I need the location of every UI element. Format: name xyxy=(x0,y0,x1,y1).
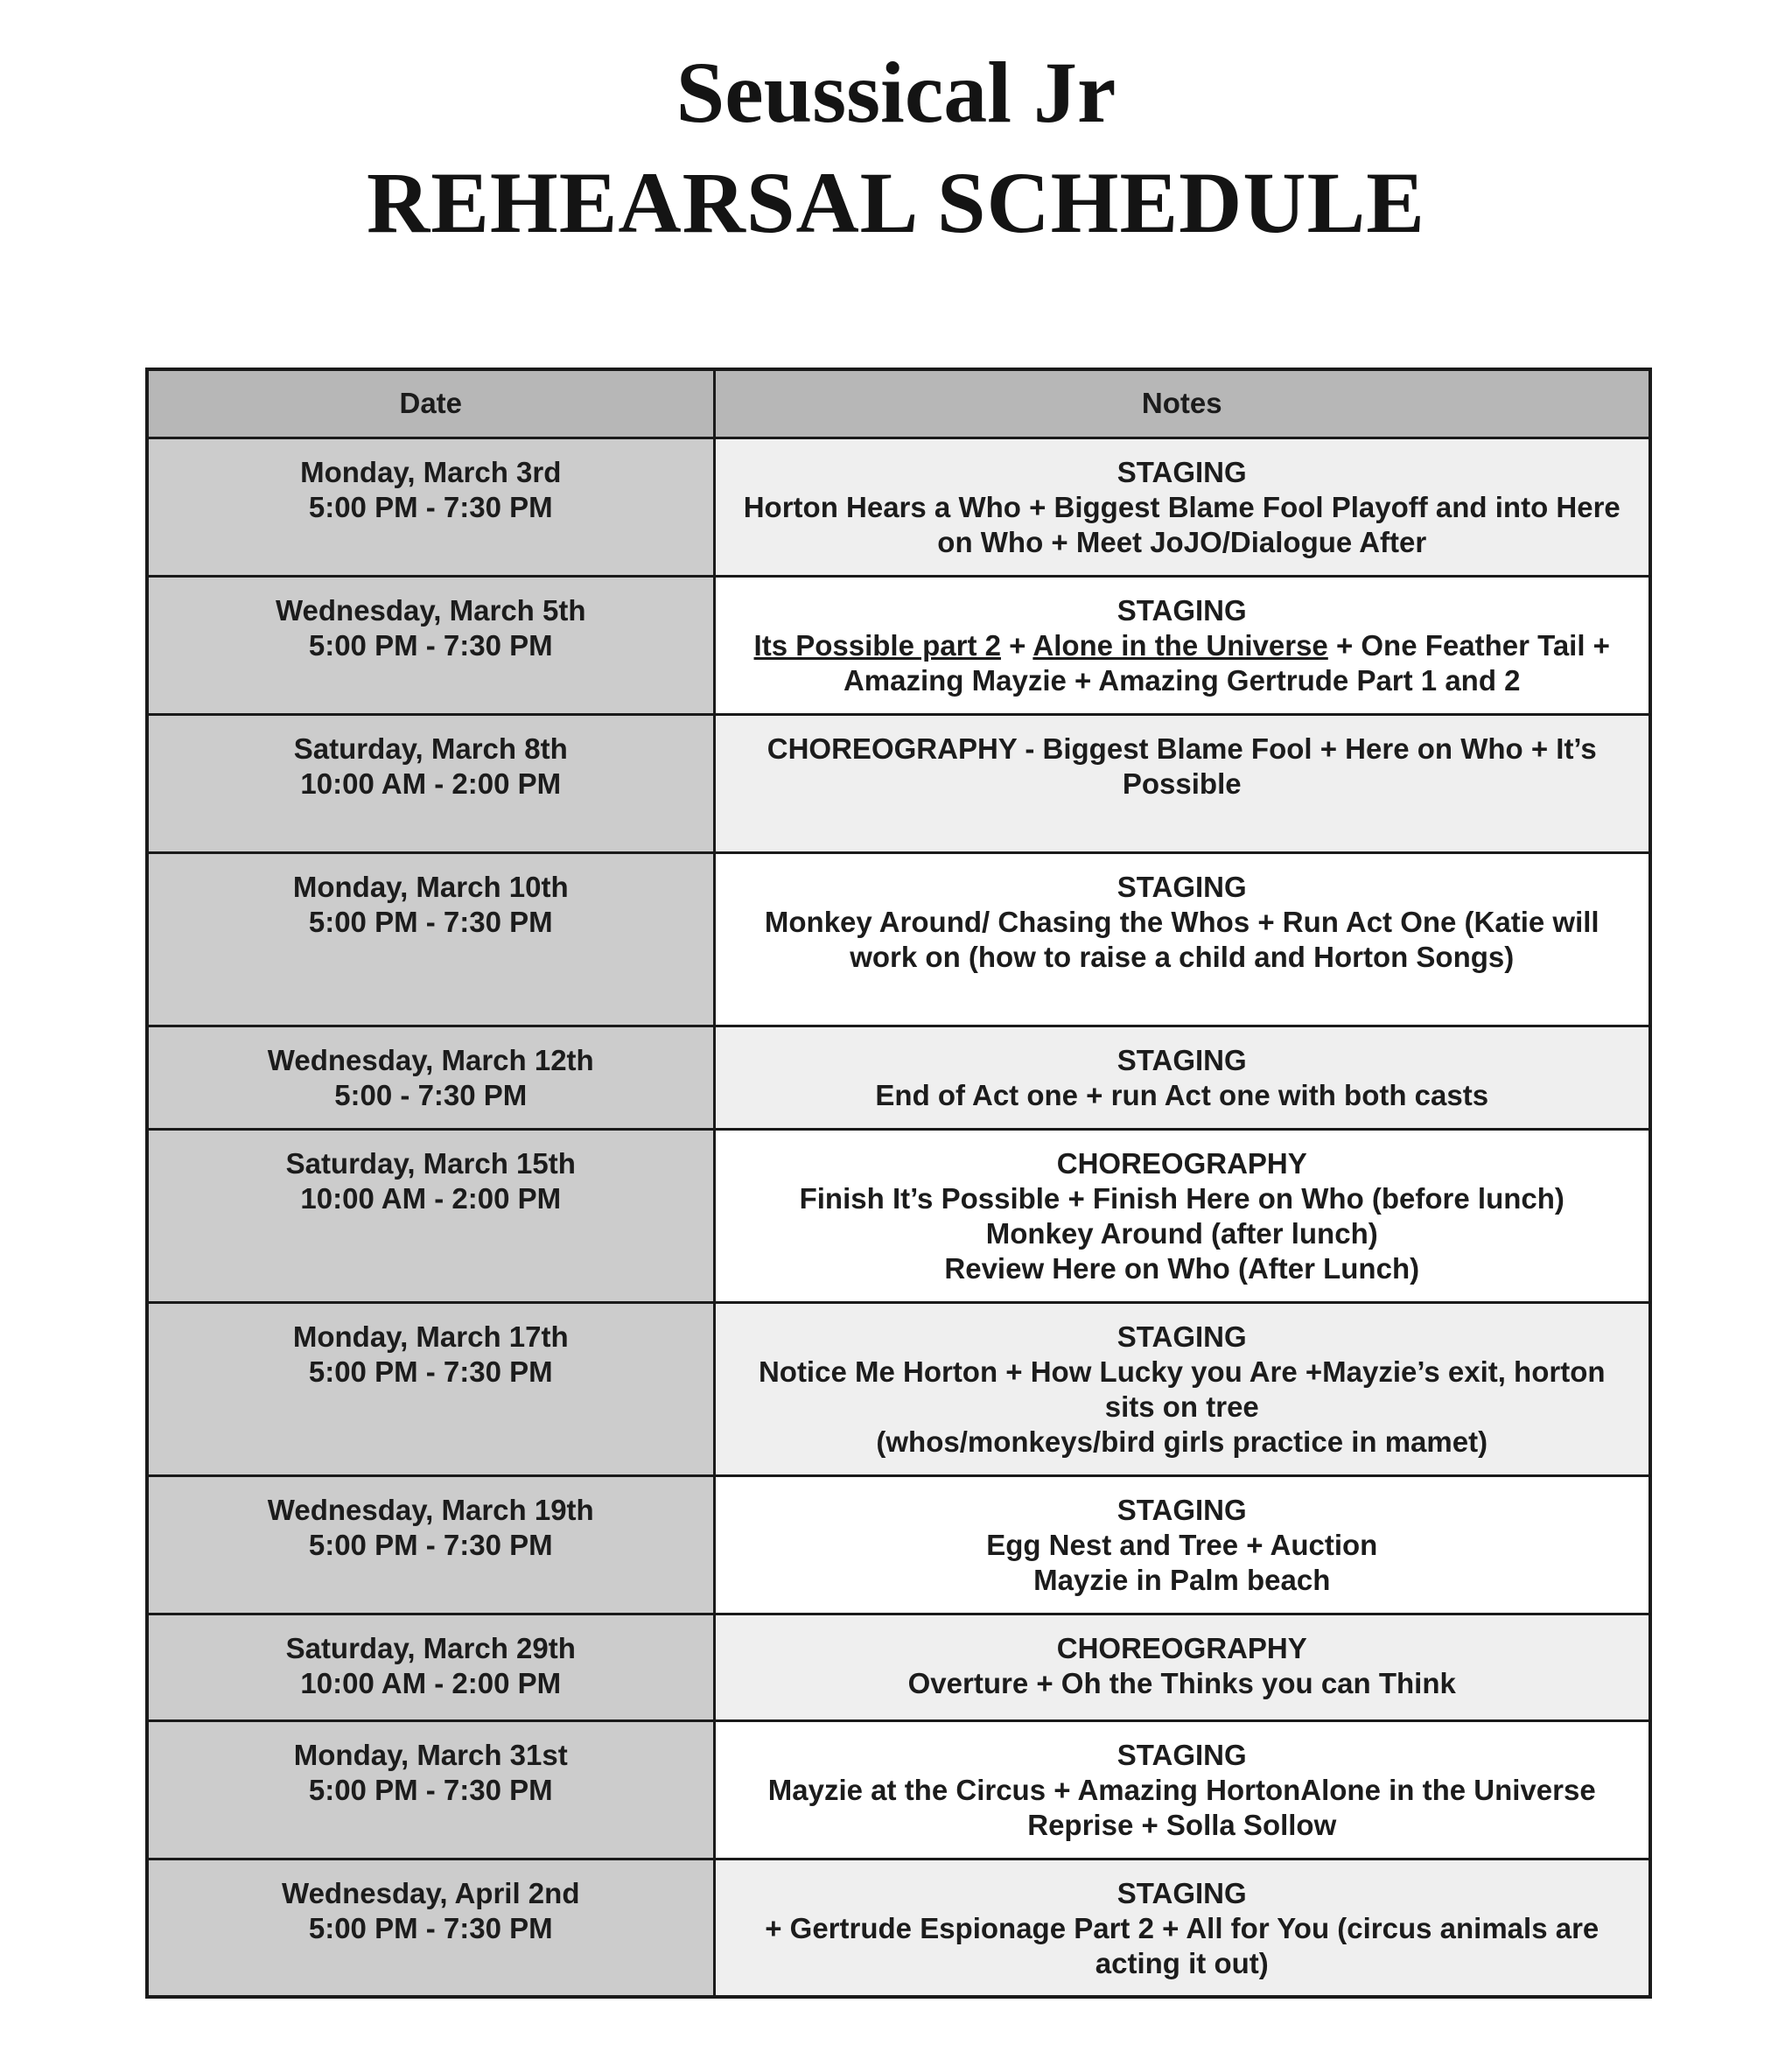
rehearsal-date: Wednesday, April 2nd xyxy=(282,1876,580,1909)
rehearsal-date: Monday, March 17th xyxy=(292,1320,569,1353)
date-cell xyxy=(147,852,714,1026)
note-line: Monkey Around (after lunch) xyxy=(985,1216,1378,1250)
date-cell xyxy=(147,1475,714,1614)
date-cell xyxy=(147,1614,714,1720)
rehearsal-time: 10:00 AM - 2:00 PM xyxy=(300,1181,562,1215)
note-line: Amazing Mayzie + Amazing Gertrude Part 1 and 2 xyxy=(843,663,1521,697)
note-line: Monkey Around/ Chasing the Whos + Run Act One (Katie will xyxy=(764,905,1600,938)
table-header-row xyxy=(147,369,1650,438)
note-line: work on (how to raise a child and Horton Songs) xyxy=(850,940,1515,973)
note-text: + xyxy=(1000,628,1033,662)
rehearsal-schedule-table xyxy=(145,368,1652,1999)
rehearsal-time: 5:00 PM - 7:30 PM xyxy=(308,490,553,523)
rehearsal-date: Wednesday, March 5th xyxy=(275,593,586,627)
date-cell xyxy=(147,1129,714,1302)
note-line: Possible xyxy=(1122,767,1242,800)
note-line: STAGING xyxy=(1116,593,1247,627)
notes-cell xyxy=(714,1129,1650,1302)
note-line: STAGING xyxy=(1116,1043,1247,1076)
notes-cell xyxy=(714,714,1650,852)
date-cell xyxy=(147,1302,714,1475)
rehearsal-date: Monday, March 10th xyxy=(292,870,569,903)
rehearsal-date: Monday, March 31st xyxy=(293,1738,568,1771)
rehearsal-time: 5:00 PM - 7:30 PM xyxy=(308,628,553,662)
note-line: Reprise + Solla Sollow xyxy=(1027,1808,1337,1841)
date-cell xyxy=(147,576,714,714)
note-line: STAGING xyxy=(1116,1876,1247,1909)
rehearsal-date: Saturday, March 29th xyxy=(285,1631,576,1664)
rehearsal-date: Monday, March 3rd xyxy=(300,455,562,488)
rehearsal-time: 5:00 - 7:30 PM xyxy=(334,1078,528,1111)
note-line: STAGING xyxy=(1116,870,1247,903)
note-line: Mayzie at the Circus + Amazing HortonAlone in the Universe xyxy=(767,1773,1596,1806)
notes-cell xyxy=(714,1302,1650,1475)
rehearsal-date: Wednesday, March 19th xyxy=(267,1493,594,1526)
note-line: + Gertrude Espionage Part 2 + All for You (circus animals are xyxy=(765,1911,1600,1944)
note-line: Finish It’s Possible + Finish Here on Who (before lunch) xyxy=(799,1181,1564,1215)
note-line: acting it out) xyxy=(1095,1946,1269,1979)
note-line: STAGING xyxy=(1116,1738,1247,1771)
table-row xyxy=(147,438,1650,576)
rehearsal-time: 5:00 PM - 7:30 PM xyxy=(308,1773,553,1806)
notes-cell xyxy=(714,852,1650,1026)
date-cell xyxy=(147,1720,714,1859)
notes-cell xyxy=(714,1475,1650,1614)
note-line: CHOREOGRAPHY xyxy=(1056,1631,1307,1664)
note-line: Mayzie in Palm beach xyxy=(1033,1563,1331,1596)
underlined-song-title: Alone in the Universe xyxy=(1032,628,1328,662)
table-row xyxy=(147,852,1650,1026)
notes-cell xyxy=(714,1859,1650,1997)
note-line: on Who + Meet JoJO/Dialogue After xyxy=(937,525,1427,558)
notes-column-header: Notes xyxy=(714,369,1650,438)
date-cell xyxy=(147,1026,714,1129)
date-cell xyxy=(147,714,714,852)
notes-cell xyxy=(714,1614,1650,1720)
rehearsal-time: 5:00 PM - 7:30 PM xyxy=(308,1911,553,1944)
document-subtitle: REHEARSAL SCHEDULE xyxy=(367,154,1425,251)
note-line: Horton Hears a Who + Biggest Blame Fool Playoff and into Here xyxy=(743,490,1620,523)
notes-cell xyxy=(714,438,1650,576)
note-line: Egg Nest and Tree + Auction xyxy=(986,1528,1378,1561)
rehearsal-time: 5:00 PM - 7:30 PM xyxy=(308,1528,553,1561)
rehearsal-date: Saturday, March 8th xyxy=(293,732,568,765)
table-row xyxy=(147,714,1650,852)
note-line: Review Here on Who (After Lunch) xyxy=(944,1251,1420,1285)
date-column-header: Date xyxy=(147,369,714,438)
note-line: End of Act one + run Act one with both casts xyxy=(875,1078,1489,1111)
rehearsal-time: 5:00 PM - 7:30 PM xyxy=(308,1355,553,1388)
note-line: (whos/monkeys/bird girls practice in mamet) xyxy=(876,1425,1488,1458)
notes-cell xyxy=(714,1026,1650,1129)
table-row xyxy=(147,1614,1650,1720)
table-row xyxy=(147,1475,1650,1614)
date-cell xyxy=(147,1859,714,1997)
note-line: STAGING xyxy=(1116,1493,1247,1526)
table-row xyxy=(147,1302,1650,1475)
note-line: CHOREOGRAPHY - Biggest Blame Fool + Here on Who + It’s xyxy=(766,732,1597,765)
table-row xyxy=(147,1859,1650,1997)
note-text: + One Feather Tail + xyxy=(1327,628,1610,662)
note-line: Overture + Oh the Thinks you can Think xyxy=(907,1666,1456,1699)
table-row xyxy=(147,1026,1650,1129)
notes-cell xyxy=(714,576,1650,714)
note-line: STAGING xyxy=(1116,455,1247,488)
notes-cell xyxy=(714,1720,1650,1859)
note-line: STAGING xyxy=(1116,1320,1247,1353)
note-line: sits on tree xyxy=(1104,1390,1259,1423)
document-title: Seussical Jr xyxy=(676,44,1116,141)
rehearsal-time: 10:00 AM - 2:00 PM xyxy=(300,1666,562,1699)
note-line xyxy=(728,628,1637,663)
underlined-song-title: Its Possible part 2 xyxy=(753,628,1001,662)
rehearsal-time: 10:00 AM - 2:00 PM xyxy=(300,767,562,800)
table-row xyxy=(147,1720,1650,1859)
note-line: CHOREOGRAPHY xyxy=(1056,1146,1307,1180)
table-row xyxy=(147,1129,1650,1302)
date-cell xyxy=(147,438,714,576)
note-line: Notice Me Horton + How Lucky you Are +Mayzie’s exit, horton xyxy=(758,1355,1606,1388)
rehearsal-time: 5:00 PM - 7:30 PM xyxy=(308,905,553,938)
table-row xyxy=(147,576,1650,714)
rehearsal-date: Wednesday, March 12th xyxy=(267,1043,594,1076)
rehearsal-date: Saturday, March 15th xyxy=(285,1146,576,1180)
